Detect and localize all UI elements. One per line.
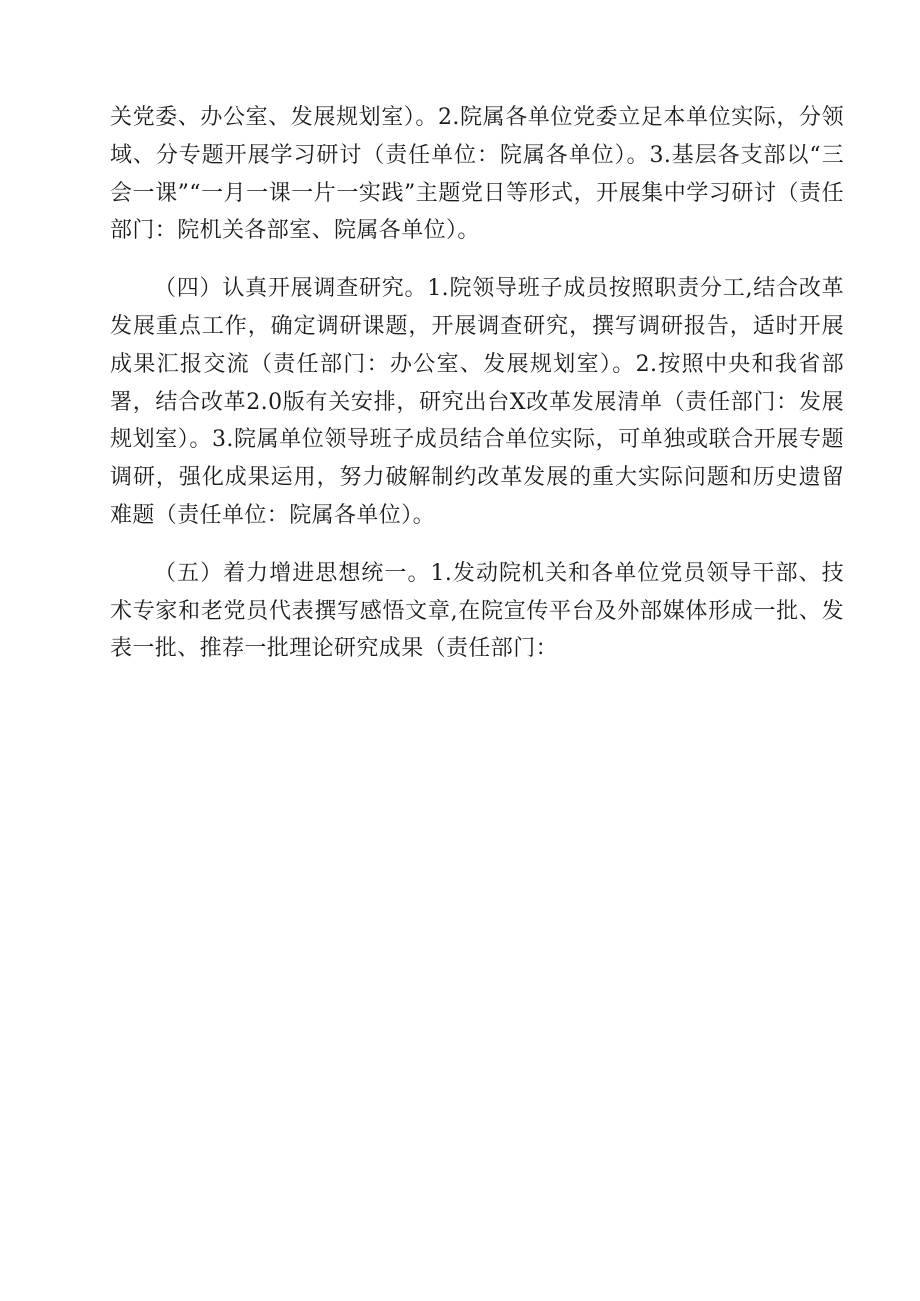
- document-body: [110, 99, 844, 668]
- paragraph-continuation: 关党委、办公室、发展规划室）。2.院属各单位党委立足本单位实际，分领域、分专题开展学习研讨（责任单位：院属各单位）。3.基层各支部以“三会一课”“一月一课一片一实践”主题党日等形式，开展集中学习研讨（责任部门：院机关各部室、院属各单位）。: [110, 105, 844, 244]
- paragraph-section-four: （四）认真开展调查研究。1.院领导班子成员按照职责分工,结合改革发展重点工作，确定调研课题，开展调查研究，撰写调研报告，适时开展成果汇报交流（责任部门：办公室、发展规划室）。2.按照中央和我省部署，结合改革2.0版有关安排，研究出台X改革发展清单（责任部门：发展规划室）。3.院属单位领导班子成员结合单位实际，可单独或联合开展专题调研，强化成果运用，努力破解制约改革发展的重大实际问题和历史遗留难题（责任单位：院属各单位）。: [110, 276, 844, 528]
- paragraph-section-five: （五）着力增进思想统一。1.发动院机关和各单位党员领导干部、技术专家和老党员代表撰写感悟文章,在院宣传平台及外部媒体形成一批、发表一批、推荐一批理论研究成果（责任部门：: [110, 560, 844, 662]
